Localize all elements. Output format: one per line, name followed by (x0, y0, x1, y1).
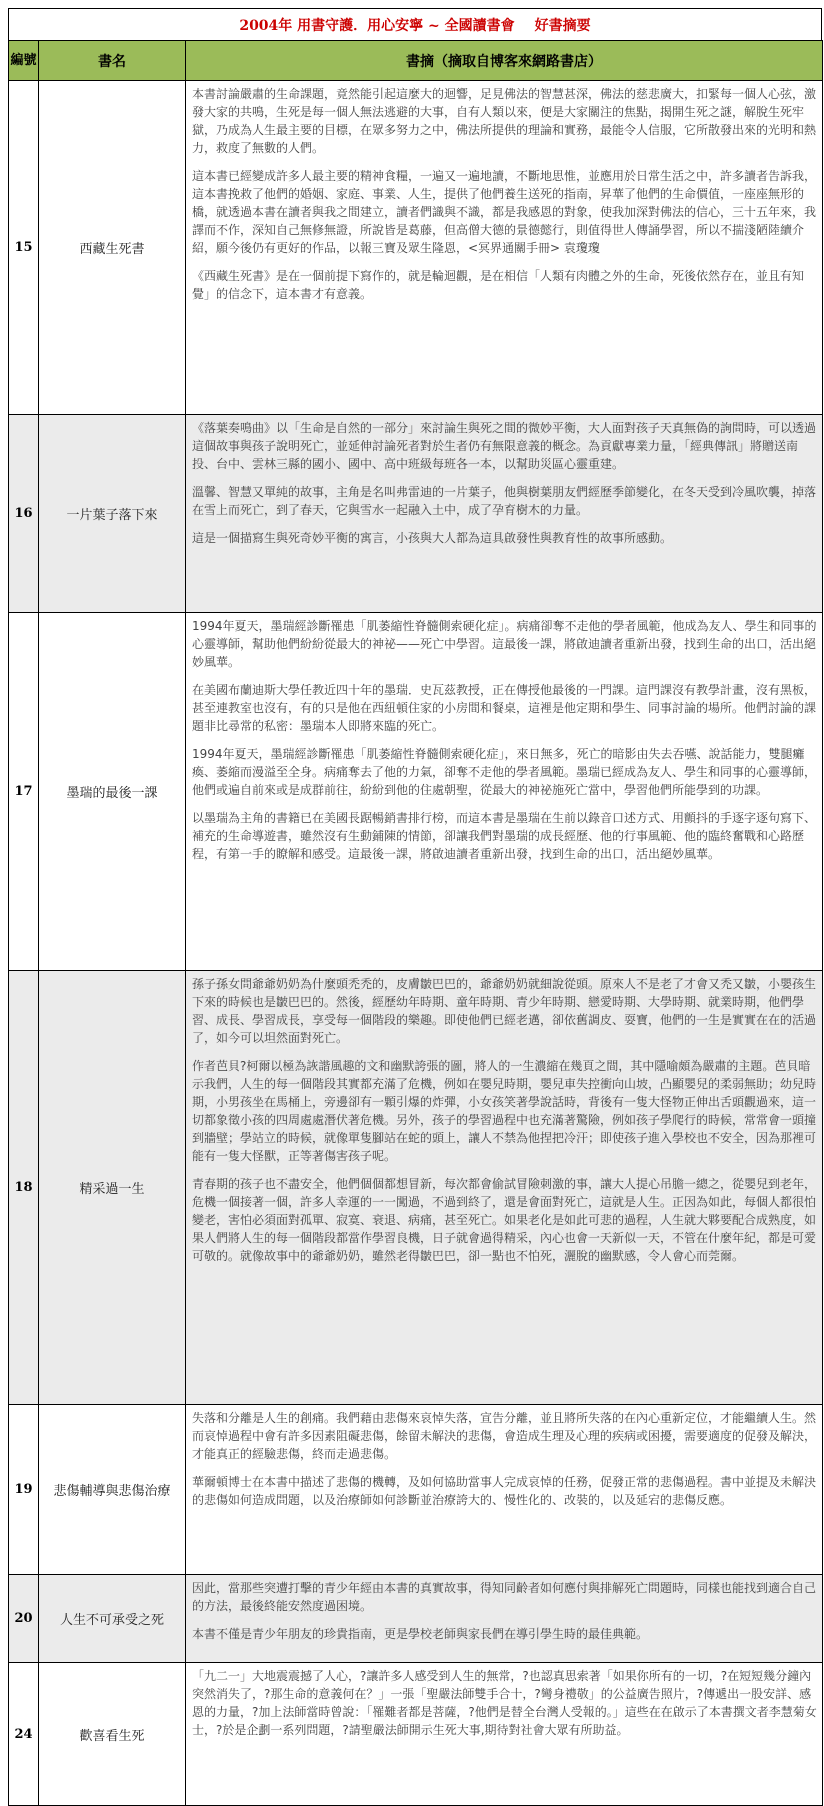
book-title: 墨瑞的最後一課 (39, 613, 186, 971)
book-title: 一片葉子落下來 (39, 415, 186, 613)
document-title-main: 2004年 用書守護．用心安寧 ~ 全國讀書會 (239, 17, 515, 34)
book-title: 人生不可承受之死 (39, 1575, 186, 1663)
row-number: 15 (9, 81, 39, 415)
row-number: 18 (9, 971, 39, 1405)
excerpt-paragraph: 孫子孫女問爺爺奶奶為什麼頭禿禿的，皮膚皺巴巴的，爺爺奶奶就細說從頭。原來人不是老了才會又禿又皺，小嬰孩生下來的時候也是皺巴巴的。然後，經歷幼年時期、童年時期、青少年時期、戀愛時期、大學時期、就業時期，他們學習、成長、學習成長，享受每一個階段的樂趣。即使他們已經老邁，卻依舊調皮、耍寶，他們的一生是實實在在的活過了，如今可以坦然面對死亡。 (192, 977, 817, 1045)
excerpt-paragraph: 失落和分離是人生的創痛。我們藉由悲傷來哀悼失落，宣告分離，並且將所失落的在內心重新定位，才能繼續人生。然而哀悼過程中會有許多因素阻礙悲傷，餘留未解決的悲傷，會造成生理及心理的疾病或困擾，需要適度的促發及解決，才能真正的經驗悲傷，終而走過悲傷。 (192, 1411, 817, 1461)
book-title: 歡喜看生死 (39, 1663, 186, 1806)
excerpt-paragraph: 1994年夏天，墨瑞經診斷罹患「肌萎縮性脊髓側索硬化症」。病痛卻奪不走他的學者風範，他成為友人、學生和同事的心靈導師，幫助他們紛紛從最大的神祕——死亡中學習。這最後一課，將啟迪讀者重新出發，找到生命的出口，活出絕妙風華。 (192, 619, 817, 669)
document-title-sub: 好書摘要 (534, 17, 591, 34)
book-excerpt (186, 1575, 823, 1663)
book-title: 精采過一生 (39, 971, 186, 1405)
row-number: 16 (9, 415, 39, 613)
row-number: 20 (9, 1575, 39, 1663)
table-row (9, 1663, 823, 1806)
column-header-book: 書名 (39, 41, 186, 81)
table-header-row (9, 41, 823, 81)
excerpt-paragraph: 因此，當那些突遭打擊的青少年經由本書的真實故事，得知同齡者如何應付與排解死亡問題時，同樣也能找到適合自己的方法，最後終能安然度過困境。 (192, 1581, 817, 1613)
row-number: 24 (9, 1663, 39, 1806)
book-summary-table (8, 40, 823, 1806)
table-row (9, 613, 823, 971)
column-header-number: 編號 (9, 41, 39, 81)
table-row (9, 1405, 823, 1575)
excerpt-paragraph: 1994年夏天，墨瑞經診斷罹患「肌萎縮性脊髓側索硬化症」，來日無多，死亡的暗影由失去吞嚥、說話能力，雙腿癱瘓、萎縮而漫溢至全身。病痛奪去了他的力氣，卻奪不走他的學者風範。墨瑞已經成為友人、學生和同事的心靈導師，他們或遍自前來或是成群前往，紛紛到他的住處朝聖，從最大的神祕施死亡當中，學習他們所能學到的功課。 (192, 747, 817, 797)
excerpt-paragraph: 華爾頓博士在本書中描述了悲傷的機轉，及如何協助當事人完成哀悼的任務，促發正常的悲傷過程。書中並提及未解決的悲傷如何造成問題，以及治療師如何診斷並治療誇大的、慢性化的、改裝的，以及延宕的悲傷反應。 (192, 1475, 817, 1507)
book-title: 悲傷輔導與悲傷治療 (39, 1405, 186, 1575)
book-excerpt (186, 613, 823, 971)
book-excerpt (186, 415, 823, 613)
excerpt-paragraph: 作者芭貝?柯爾以極為詼諧風趣的文和幽默誇張的圖，將人的一生濃縮在幾頁之間，其中隱喻頗為嚴肅的主題。芭貝暗示我們，人生的每一個階段其實都充滿了危機，例如在嬰兒時期，嬰兒車失控衝向山坡，凸顯嬰兒的柔弱無助；幼兒時期，小男孩坐在馬桶上，旁邊卻有一顆引爆的炸彈，小女孩笑著學說話時，背後有一隻大怪物正伸出舌頭觀過來，這一切都象徵小孩的四周處處潛伏著危機。另外，孩子的學習過程中也充滿著驚險，例如孩子學爬行的時候，常常會一頭撞到牆壁；學站立的時候，就像單隻腳站在蛇的頭上，讓人不禁為他捏把冷汗；即使孩子進入學校也不安全，因為那裡可能有一隻大怪獸，正等著傷害孩子呢。 (192, 1059, 817, 1163)
excerpt-paragraph: 這本書已經變成許多人最主要的精神食糧，一遍又一遍地讀，不斷地思惟，並應用於日常生活之中，許多讀者告訴我，這本書挽救了他們的婚姻、家庭、事業、人生，提供了他們養生送死的指南，昇華了他們的生命價值，一座座無形的橋，就透過本書在讀者與我之間建立，讀者們識與不識，都是我感恩的對象，使我加深對佛法的信心，三十五年來，我譯而不作，深知自己無修無證，所說皆是葛藤，但高僧大德的景德懿行，則值得世人傳誦學習，所以不揣淺陋陸續介紹，願今後仍有更好的作品，以報三寶及眾生隆恩，<冥界通關手冊> 袁瓊瓊 (192, 169, 817, 255)
excerpt-paragraph: 溫馨、智慧又單純的故事，主角是名叫弗雷迪的一片葉子，他與樹葉朋友們經歷季節變化，在冬天受到冷風吹襲，掉落在雪上而死亡，到了春天，它與雪水一起融入土中，成了孕育樹木的力量。 (192, 485, 817, 517)
excerpt-paragraph: 本書不僅是青少年朋友的珍貴指南，更是學校老師與家長們在導引學生時的最佳典範。 (192, 1627, 649, 1641)
document-title (8, 8, 822, 40)
table-row (9, 81, 823, 415)
book-excerpt (186, 1663, 823, 1806)
excerpt-paragraph: 以墨瑞為主角的書籍已在美國長踞暢銷書排行榜，而這本書是墨瑞在生前以錄音口述方式、用顫抖的手逐字逐句寫下、補充的生命導遊書，雖然沒有生動鋪陳的情節，卻讓我們對墨瑞的成長經歷、他的行事風範、他的臨終奮戰和心路歷程，有第一手的瞭解和感受。這最後一課，將啟迪讀者重新出發，找到生命的出口，活出絕妙風華。 (192, 811, 817, 861)
excerpt-paragraph: 《西藏生死書》是在一個前提下寫作的，就是輪迴觀，是在相信「人類有肉體之外的生命，死後依然存在，並且有知覺」的信念下，這本書才有意義。 (192, 269, 805, 301)
row-number: 17 (9, 613, 39, 971)
row-number: 19 (9, 1405, 39, 1575)
table-row (9, 1575, 823, 1663)
excerpt-paragraph: 在美國布蘭迪斯大學任教近四十年的墨瑞．史瓦茲教授，正在傳授他最後的一門課。這門課沒有教學計畫，沒有黑板，甚至連教室也沒有，有的只是他在西紐頓住家的小房間和餐桌，這裡是他定期和學生、同事討論的場所。他們討論的課題非比尋常的私密：墨瑞本人即將來臨的死亡。 (192, 683, 817, 733)
book-title: 西藏生死書 (39, 81, 186, 415)
book-excerpt (186, 971, 823, 1405)
book-excerpt (186, 1405, 823, 1575)
excerpt-paragraph: 「九二一」大地震震撼了人心，?讓許多人感受到人生的無常，?也認真思索著「如果你所有的一切，?在短短幾分鐘內突然消失了，?那生命的意義何在？」一張「聖嚴法師雙手合十，?彎身禮敬」的公益廣告照片，?傳遞出一股安詳、感恩的力量，?加上法師當時曾說：「罹難者都是菩薩，?他們是替全台灣人受報的。」這些在在啟示了本書撰文者李慧菊女士，?於是企劃一系列問題，?請聖嚴法師開示生死大事,期待對社會大眾有所助益。 (192, 1669, 817, 1737)
table-row (9, 971, 823, 1405)
book-excerpt (186, 81, 823, 415)
page (8, 8, 822, 1806)
column-header-excerpt: 書摘（摘取自博客來網路書店） (186, 41, 823, 81)
excerpt-paragraph: 這是一個描寫生與死奇妙平衡的寓言，小孩與大人都為這具啟發性與教育性的故事所感動。 (192, 531, 673, 545)
table-row (9, 415, 823, 613)
excerpt-paragraph: 本書討論嚴肅的生命課題，竟然能引起這麼大的迴響，足見佛法的智慧甚深，佛法的慈悲廣大，扣緊每一個人心弦，激發大家的共鳴，生死是每一個人無法逃避的大事，自有人類以來，便是大家關注的焦點，揭開生死之謎，解脫生死牢獄，乃成為人生最主要的目標，在眾多努力之中，佛法所提供的理論和實務，最能令人信服，它所散發出來的光明和熱力，救度了無數的人們。 (192, 87, 817, 155)
excerpt-paragraph: 《落葉奏鳴曲》以「生命是自然的一部分」來討論生與死之間的微妙平衡，大人面對孩子天真無偽的詢問時，可以透過這個故事與孩子說明死亡，並延伸討論死者對於生者仍有無限意義的概念。為貢獻專業力量，「經典傳訊」將贈送南投、台中、雲林三縣的國小、國中、高中班級每班各一本，以幫助災區心靈重建。 (192, 421, 817, 471)
excerpt-paragraph: 青春期的孩子也不盡安全，他們個個都想冒新，每次都會偷試冒險刺激的事，讓大人提心吊膽一總之，從嬰兒到老年，危機一個接著一個，許多人幸運的一一闖過，不過到終了，還是會面對死亡，這就是人生。正因為如此，每個人都很怕變老，害怕必須面對孤單、寂寞、衰退、病痛，甚至死亡。如果老化是如此可悲的過程，人生就大夥要配合成熟度，如果人們將人生的每一個階段都當作學習良機，日子就會過得精采，內心也會一天新似一天，不管在什麼年紀，都是可愛可敬的。就像故事中的爺爺奶奶，雖然老得皺巴巴，卻一點也不怕死，灑脫的幽默感，令人會心而莞爾。 (192, 1177, 817, 1263)
